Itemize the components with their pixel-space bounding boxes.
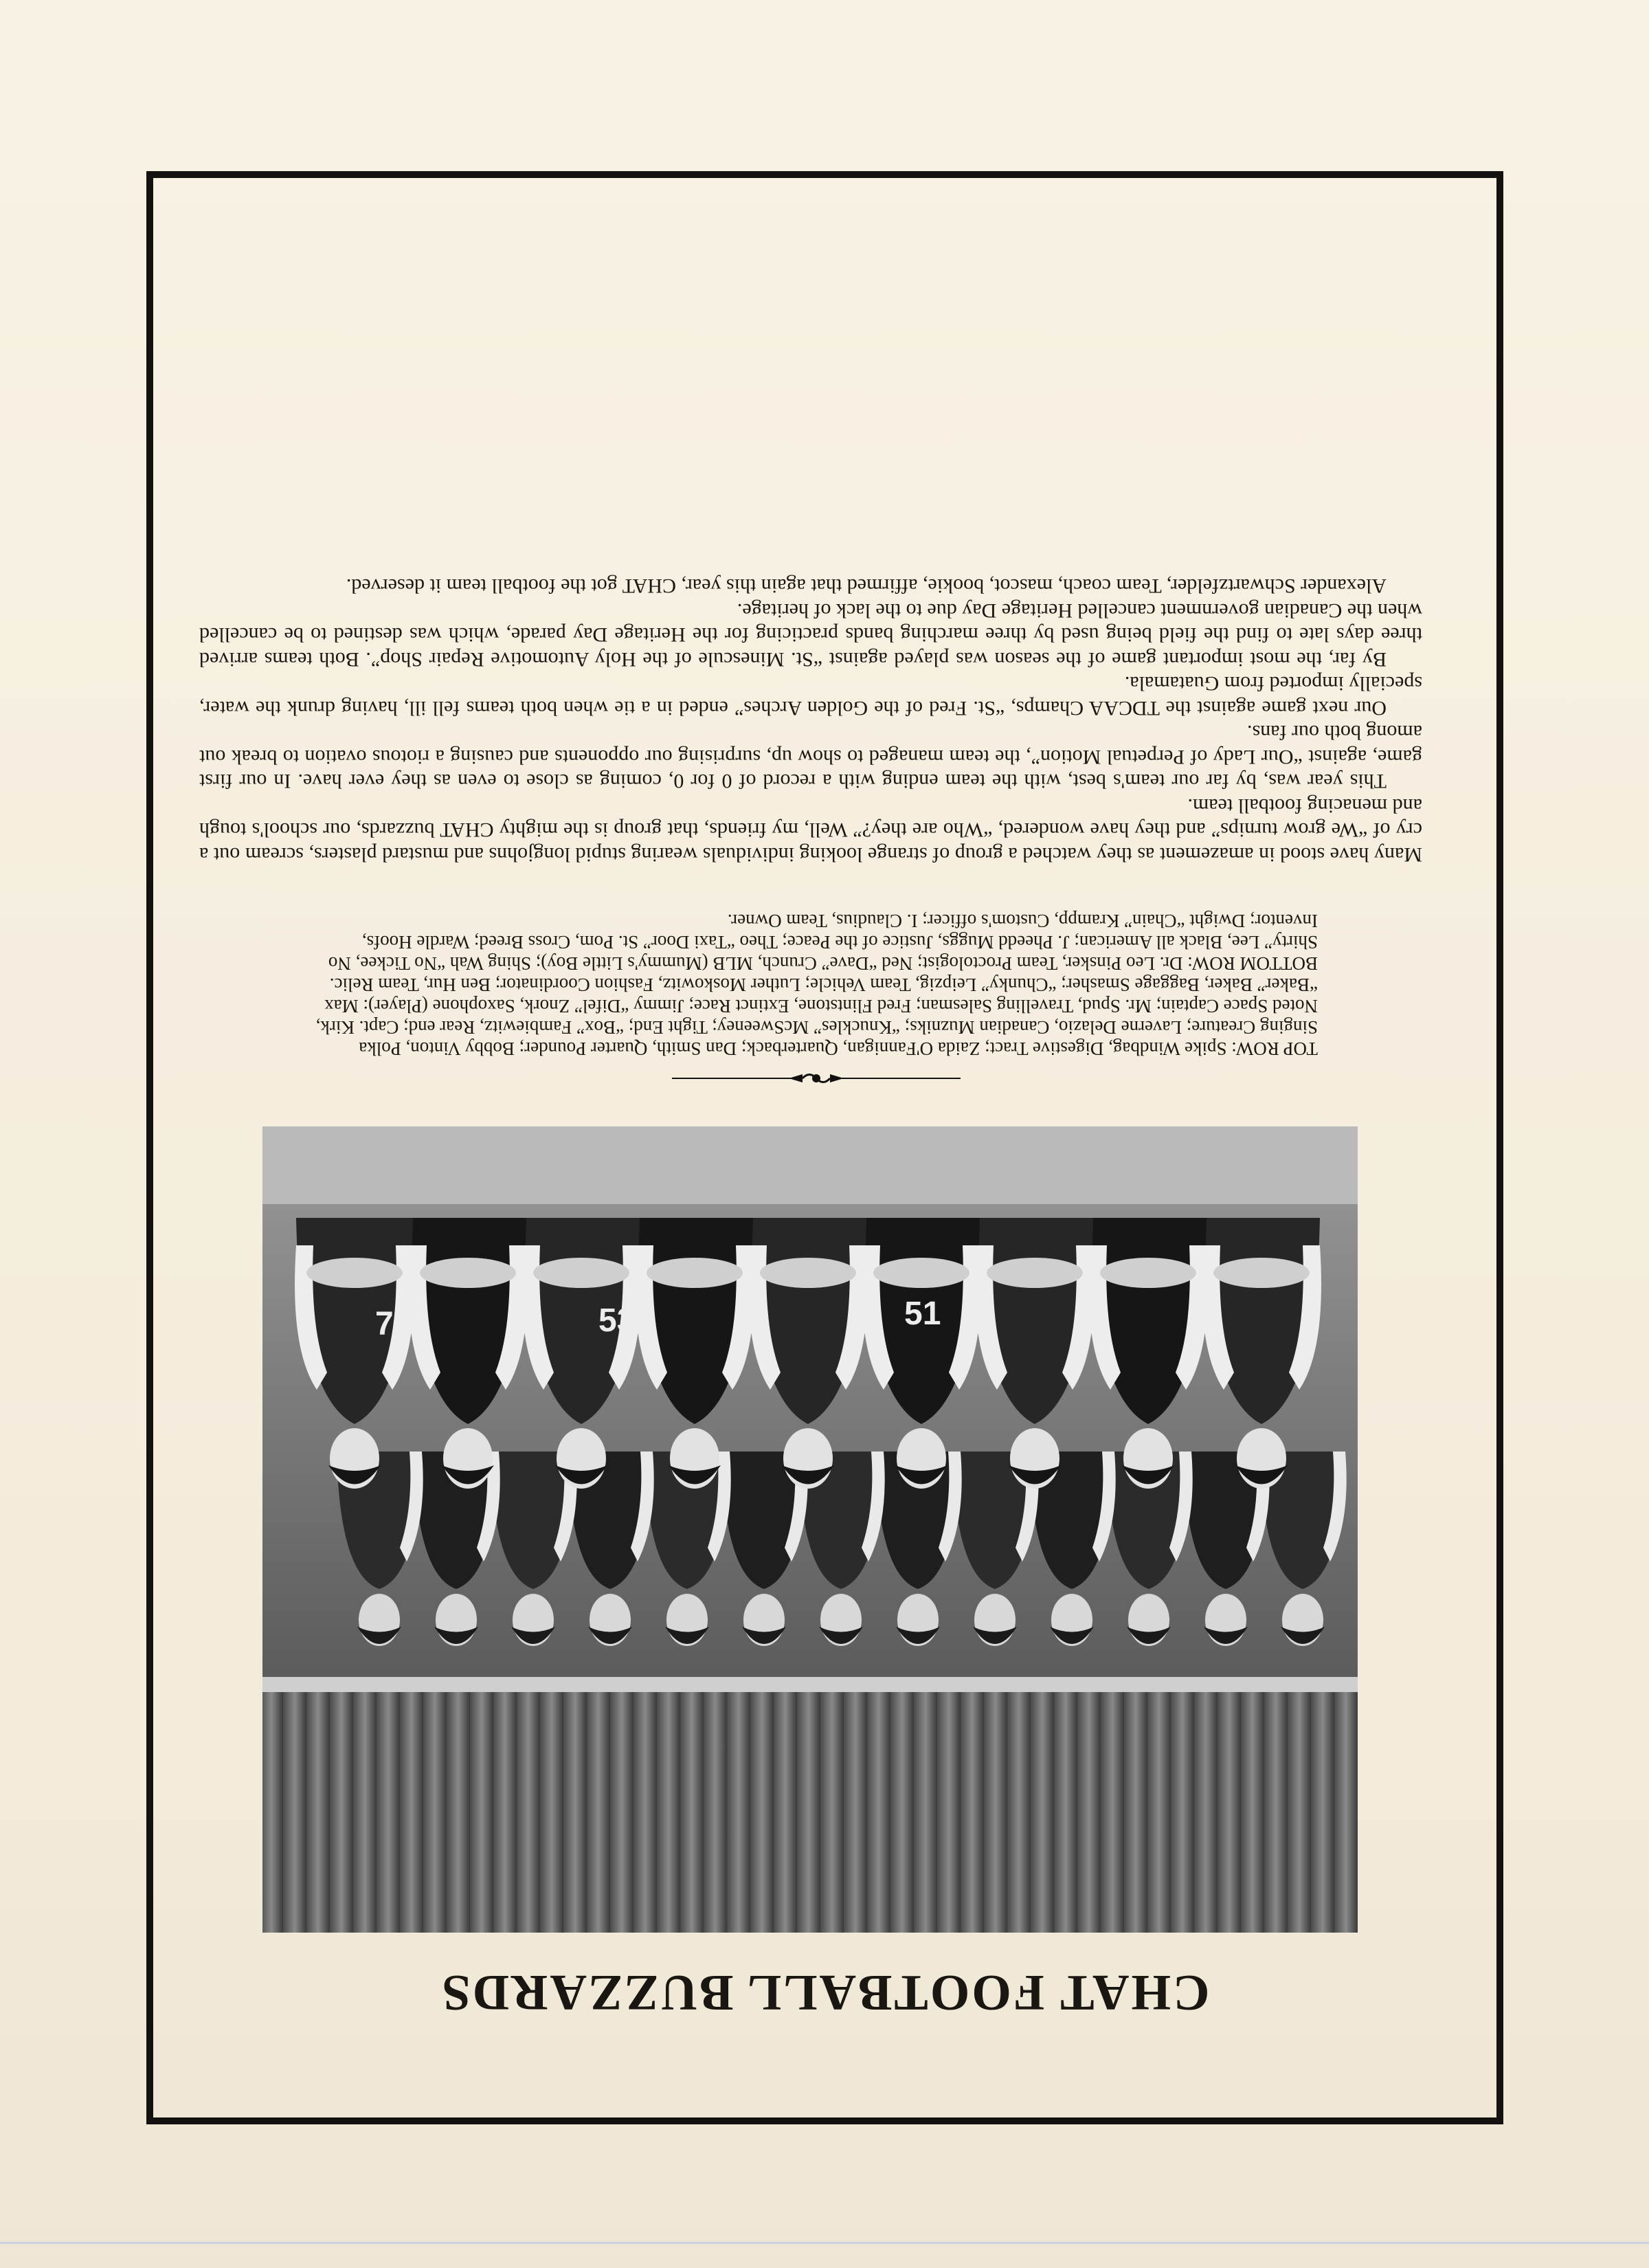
curtain-fold — [563, 1692, 587, 1933]
curtain-fold — [961, 1692, 984, 1933]
curtain-fold — [353, 1692, 377, 1933]
article-paragraph: By far, the most important game of the season was played against “St. Minescule of the Holy Automotive Repair Shop”. Both teams arrived three days late to find the field being used by three marching bands practicing for the Heritage Day parade, which was destined to be cancelled when the Canadian government cancelled Heritage Day due to the lack of heritage. — [199, 599, 1422, 671]
curtain-fold — [1241, 1692, 1264, 1933]
curtain-fold — [447, 1692, 470, 1933]
curtain-fold — [1171, 1692, 1194, 1933]
page-title: CHAT FOOTBALL BUZZARDS — [440, 1964, 1210, 2021]
curtain-fold — [470, 1692, 493, 1933]
curtain-fold — [984, 1692, 1007, 1933]
curtain-fold — [1124, 1692, 1147, 1933]
curtain-fold — [867, 1692, 890, 1933]
curtain-fold — [704, 1692, 727, 1933]
jersey-number: 77 — [375, 1306, 412, 1342]
curtain-fold — [1077, 1692, 1101, 1933]
article-paragraph: Our next game against the TDCAA Champs, “St. Fred of the Golden Arches” ended in a tie when both teams fell ill, having drunk the water, specially imported from Guatamala. — [199, 672, 1422, 720]
team-photo-image — [262, 1126, 1358, 1933]
curtain-fold — [797, 1692, 820, 1933]
gym-floor — [262, 1126, 1358, 1204]
stage-edge — [262, 1677, 1358, 1692]
curtain-fold — [657, 1692, 680, 1933]
curtain-fold — [306, 1692, 330, 1933]
article-paragraph: Alexander Schwartzfelder, Team coach, mascot, bookie, affirmed that again this year, CHAT got the football team it deserved. — [346, 575, 1387, 598]
curtain-fold — [262, 1692, 283, 1933]
curtain-fold — [1218, 1692, 1241, 1933]
curtain-fold — [890, 1692, 914, 1933]
page-border-frame — [146, 171, 1503, 2124]
curtain-fold — [1007, 1692, 1031, 1933]
curtain-fold — [377, 1692, 400, 1933]
curtain-fold — [493, 1692, 517, 1933]
curtain-fold — [283, 1692, 306, 1933]
article-paragraph: Many have stood in amazement as they watched a group of strange looking individuals wearing stupid longjohns and mustard plasters, scream out a cry of “We grow turnips” and they have wondered, “Who are they?” Well, my friends, that group is the mighty CHAT buzzards, our school's tough and menacing football team. — [199, 794, 1422, 866]
curtain-fold — [587, 1692, 610, 1933]
curtain-folds — [262, 1692, 1358, 1933]
curtain-fold — [1264, 1692, 1288, 1933]
curtain-fold — [1311, 1692, 1334, 1933]
article-body — [199, 574, 1422, 867]
curtain-fold — [540, 1692, 563, 1933]
curtain-fold — [1194, 1692, 1218, 1933]
curtain-fold — [820, 1692, 844, 1933]
article-paragraph: This year was, by far our team's best, with the team ending with a record of 0 for 0, coming as close to even as they ever have. In our first game, against “Our Lady of Perpetual Motion”, the team managed to show up, surprising our opponents and causing a riotous ovation to break out among both our fans. — [199, 721, 1422, 793]
scan-edge-line — [0, 2242, 1649, 2244]
caption-bottom-row: BOTTOM ROW: Dr. Leo Pinsker, Team Proctologist; Ned “Dave” Crunch, MLB (Mummy's Little Boy); Shing Wah “No Tickee, No Shirty” Lee, Black all American; J. Pheedd Muggs, Justice of the Peace; Theo “Taxi Door” St. Pom, Cross Breed; Wardle Hoofs, Inventor; Dwight “Chain” Krampp, Custom's officer; I. Claudius, Team Owner. — [328, 911, 1318, 974]
curtain-fold — [1054, 1692, 1077, 1933]
curtain-fold — [1101, 1692, 1124, 1933]
caption-top-row: TOP ROW: Spike Windbag, Digestive Tract; Zaida O'Fannigan, Quarterback; Dan Smith, Quarter Pounder; Bobby Vinton, Polka Singing Creature; Laverne Delazio, Canadian Muzniks; “Knuckles” McSweeney; Tight End; “Box” Fambiewitz, Rear end; Capt. Kirk, Noted Space Captain; Mr. Spud, Travelling Salesman; Fred Flintstone, Extinct Race; Jimmy “Difel” Znork, Saxophone (Player): Max “Baker” Baker, Baggage Smasher; “Chunky” Leipzig, Team Vehicle; Luther Moskowitz, Fashion Coordinator; Ben Hur, Team Relic. — [315, 975, 1318, 1059]
curtain-fold — [1334, 1692, 1358, 1933]
curtain-fold — [1031, 1692, 1054, 1933]
curtain-fold — [330, 1692, 353, 1933]
curtain-fold — [610, 1692, 633, 1933]
curtain-fold — [937, 1692, 961, 1933]
team-photo — [262, 1126, 1358, 1933]
photo-caption — [308, 910, 1318, 1059]
ornamental-divider — [672, 1068, 961, 1089]
curtain-fold — [1147, 1692, 1171, 1933]
curtain-fold — [727, 1692, 750, 1933]
curtain-fold — [517, 1692, 540, 1933]
jersey-number: 53 — [598, 1302, 636, 1339]
curtain-fold — [423, 1692, 447, 1933]
curtain-fold — [680, 1692, 704, 1933]
curtain-fold — [400, 1692, 423, 1933]
curtain-fold — [844, 1692, 867, 1933]
curtain-fold — [1288, 1692, 1311, 1933]
curtain-fold — [914, 1692, 937, 1933]
jersey-number: 51 — [904, 1296, 941, 1332]
curtain-fold — [774, 1692, 797, 1933]
curtain-fold — [750, 1692, 774, 1933]
curtain-fold — [633, 1692, 657, 1933]
